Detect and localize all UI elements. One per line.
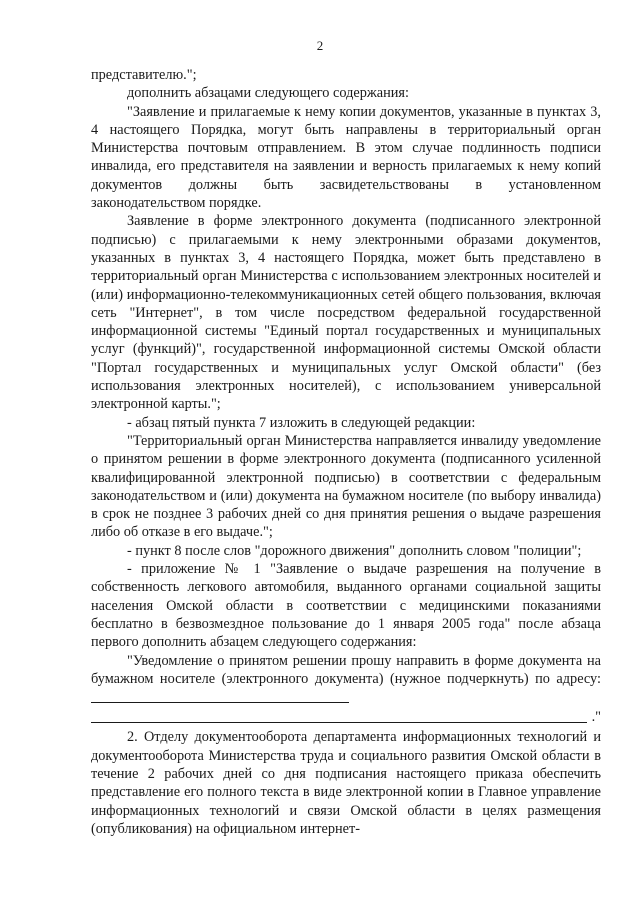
notification-text: "Уведомление о принятом решении прошу направить в форме документа на бумажном носителе (электронного документа) (нужное подчеркнуть) по адресу: xyxy=(91,652,601,687)
address-blank-line xyxy=(91,708,601,728)
paragraph-add-intro: дополнить абзацами следующего содержания: xyxy=(127,85,409,102)
paragraph-mail-submission: "Заявление и прилагаемые к нему копии документов, указанные в пунктах 3, 4 настоящего Порядка, могут быть направлены в территориальный орган Министерства почтовым отправлением. В этом случае подлинность подписи инвалида, его представителя на заявлении и верность прилагаемых к нему копий документов должны быть засвидетельствованы в установленном законодательством порядке. xyxy=(91,103,601,212)
paragraph-clause-7-intro: - абзац пятый пункта 7 изложить в следующей редакции: xyxy=(127,414,476,431)
document-body xyxy=(91,66,601,838)
paragraph-continuation: представителю."; xyxy=(91,67,197,83)
paragraph-clause-8: - пункт 8 после слов "дорожного движения" дополнить словом "полиции"; xyxy=(127,542,582,559)
paragraph-item-2: 2. Отделу документооборота департамента информационных технологий и документооборота Министерства труда и социального развития Омской области в течение 2 рабочих дней со дня подписания настоящего приказа обеспечить представление его полного текста в виде электронной копии в Главное управление информационных технологий и связи Омской области в целях размещения (опубликования) на официальном интернет- xyxy=(91,729,601,837)
paragraph-notification-address xyxy=(91,652,601,709)
paragraph-appendix-1: - приложение № 1 "Заявление о выдаче разрешения на получение в собственность легкового автомобиля, выданного органами социальной защиты населения Омской области в соответствии с медицинскими показаниями бесплатно в безвозмездное пользование до 1 января 2005 года" после абзаца первого дополнить абзацем следующего содержания: xyxy=(91,561,601,651)
paragraph-electronic-submission: Заявление в форме электронного документа (подписанного электронной подписью) с прилагаемыми к нему электронными образами документов, указанных в пунктах 3, 4 настоящего Порядка, может быть представлено в территориальный орган Министерства с использованием электронных носителей и (или) информационно-телекоммуникационных сетей общего пользования, включая сеть "Интернет", в том числе посредством федеральной государственной информационной системы "Единый портал государственных и муниципальных услуг (функций)", государственной информационной системы Омской области "Портал государственных и муниципальных услуг Омской области" (без использования электронных носителей), с использованием универсальной электронной карты."; xyxy=(91,213,601,413)
paragraph-clause-7-text: "Территориальный орган Министерства направляется инвалиду уведомление о принятом решении в форме электронного документа (подписанного усиленной квалифицированной электронной подписью) в соответствии с федеральным законодательством и (или) документа на бумажном носителе (по выбору инвалида) в срок не позднее 3 рабочих дней со дня принятия решения о выдаче разрешения либо об отказе в его выдаче."; xyxy=(91,432,601,541)
address-fill-line xyxy=(91,688,349,703)
page-number: 2 xyxy=(316,38,324,53)
address-blank-rule xyxy=(91,722,587,723)
blank-line-end: ." xyxy=(591,709,601,726)
